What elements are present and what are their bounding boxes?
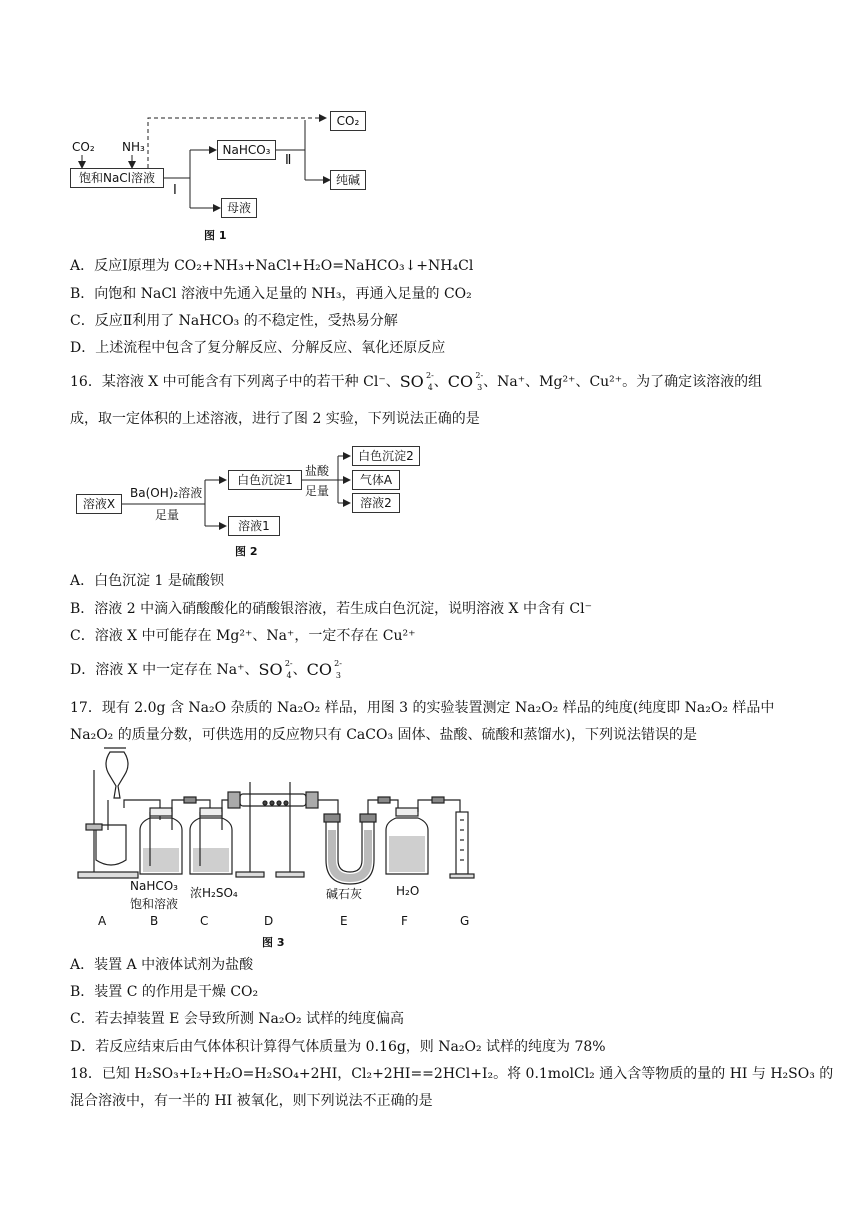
solution-1-box: 溶液1	[228, 516, 280, 536]
apparatus-label-c: C	[200, 914, 209, 928]
carbonate-formula-d: CO	[306, 660, 332, 679]
q17-stem-line-1: 17．现有 2.0g 含 Na₂O 杂质的 Na₂O₂ 样品，用图 3 的实验装置测定 Na₂O₂ 样品的纯度(纯度即 Na₂O₂ 样品中	[70, 700, 775, 716]
sulfate-formula: SO	[399, 372, 424, 391]
sulfate-subscript-d: 4	[286, 671, 292, 680]
apparatus-label-a: A	[98, 914, 107, 928]
step-1-label: Ⅰ	[173, 183, 177, 198]
reagent-baoh2-label: Ba(OH)₂溶液	[130, 486, 203, 500]
apparatus-label-d: D	[264, 914, 274, 928]
figure-2-caption: 图 2	[235, 545, 258, 558]
b-reagent-label-2: 饱和溶液	[130, 897, 179, 911]
solution-2-box: 溶液2	[352, 493, 400, 513]
q16-stem-text-b: 、Na⁺、Mg²⁺、Cu²⁺。为了确定该溶液的组	[483, 374, 763, 390]
carbonate-subscript-d: 3	[335, 671, 341, 680]
solution-x-box: 溶液X	[76, 494, 122, 514]
step-2-label: Ⅱ	[285, 153, 292, 168]
reagent-2-amount: 足量	[305, 484, 330, 498]
f-reagent-label: H₂O	[396, 884, 420, 898]
q15-option-c: C．反应Ⅱ利用了 NaHCO₃ 的不稳定性，受热易分解	[70, 313, 398, 329]
sulfate-subscript: 4	[427, 383, 433, 392]
sulfate-charge: 2-	[426, 371, 434, 380]
nahco3-box: NaHCO₃	[217, 140, 276, 160]
carbonate-charge: 2-	[475, 371, 484, 380]
nacl-solution-box: 饱和NaCl溶液	[70, 168, 164, 188]
soda-box: 纯碱	[330, 170, 366, 190]
sulfate-charge-d: 2-	[284, 659, 293, 668]
b-reagent-label-1: NaHCO₃	[130, 879, 178, 893]
q18-stem-line-2: 混合溶液中，有一半的 HI 被氧化，则下列说法不正确的是	[70, 1093, 433, 1109]
separator-d: 、	[292, 662, 307, 678]
nh3-input-label: NH₃	[122, 140, 145, 154]
reagent-1-amount: 足量	[155, 508, 180, 522]
co2-input-label: CO₂	[72, 140, 95, 154]
white-precipitate-2-box: 白色沉淀2	[352, 446, 420, 466]
sulfate-formula-d: SO	[258, 660, 283, 679]
white-precipitate-1-box: 白色沉淀1	[228, 470, 302, 490]
mother-liquor-box: 母液	[221, 198, 257, 218]
c-reagent-label: 浓H₂SO₄	[190, 886, 238, 900]
q17-option-d: D．若反应结束后由气体体积计算得气体质量为 0.16g，则 Na₂O₂ 试样的纯度为 78%	[70, 1039, 606, 1055]
carbonate-formula: CO	[447, 372, 474, 391]
carbonate-charge-d: 2-	[334, 659, 342, 668]
figure-3-caption: 图 3	[262, 936, 285, 949]
apparatus-label-e: E	[340, 914, 348, 928]
q16-option-b: B．溶液 2 中滴入硝酸酸化的硝酸银溶液，若生成白色沉淀，说明溶液 X 中含有 Cl⁻	[70, 601, 592, 617]
q16-stem-text-a: 16．某溶液 X 中可能含有下列离子中的若干种 Cl⁻、	[70, 374, 400, 390]
q17-stem-line-2: Na₂O₂ 的质量分数，可供选用的反应物只有 CaCO₃ 固体、盐酸、硫酸和蒸馏水)，下列说法错误的是	[70, 727, 697, 743]
q18-stem-line-1: 18．已知 H₂SO₃+I₂+H₂O=H₂SO₄+2HI，Cl₂+2HI==2HCl+I₂。将 0.1molCl₂ 通入含等物质的量的 HI 与 H₂SO₃ 的	[70, 1066, 834, 1082]
separatory-funnel	[106, 752, 128, 798]
gas-a-box: 气体A	[352, 470, 400, 490]
q17-option-a: A．装置 A 中液体试剂为盐酸	[70, 957, 254, 973]
q16-stem-line-2: 成，取一定体积的上述溶液，进行了图 2 实验，下列说法正确的是	[70, 411, 480, 427]
co2-product-box: CO₂	[330, 111, 366, 131]
apparatus-label-f: F	[401, 914, 408, 928]
q17-option-c: C．若去掉装置 E 会导致所测 Na₂O₂ 试样的纯度偏高	[70, 1011, 405, 1027]
reagent-hcl-label: 盐酸	[305, 464, 330, 478]
q15-option-a: A．反应Ⅰ原理为 CO₂+NH₃+NaCl+H₂O=NaHCO₃↓+NH₄Cl	[70, 258, 474, 274]
carbonate-subscript: 3	[477, 383, 483, 392]
q16-option-d-text: D．溶液 X 中一定存在 Na⁺、	[70, 662, 259, 678]
q17-option-b: B．装置 C 的作用是干燥 CO₂	[70, 984, 259, 1000]
figure-1-caption: 图 1	[204, 229, 227, 242]
q16-option-c: C．溶液 X 中可能存在 Mg²⁺、Na⁺，一定不存在 Cu²⁺	[70, 628, 416, 644]
q16-option-a: A．白色沉淀 1 是硫酸钡	[70, 573, 224, 589]
q15-option-b: B．向饱和 NaCl 溶液中先通入足量的 NH₃，再通入足量的 CO₂	[70, 286, 472, 302]
apparatus-label-b: B	[150, 914, 159, 928]
e-reagent-label: 碱石灰	[326, 887, 363, 901]
apparatus-label-g: G	[460, 914, 470, 928]
q15-option-d: D．上述流程中包含了复分解反应、分解反应、氧化还原反应	[70, 340, 446, 356]
separator: 、	[433, 374, 448, 390]
